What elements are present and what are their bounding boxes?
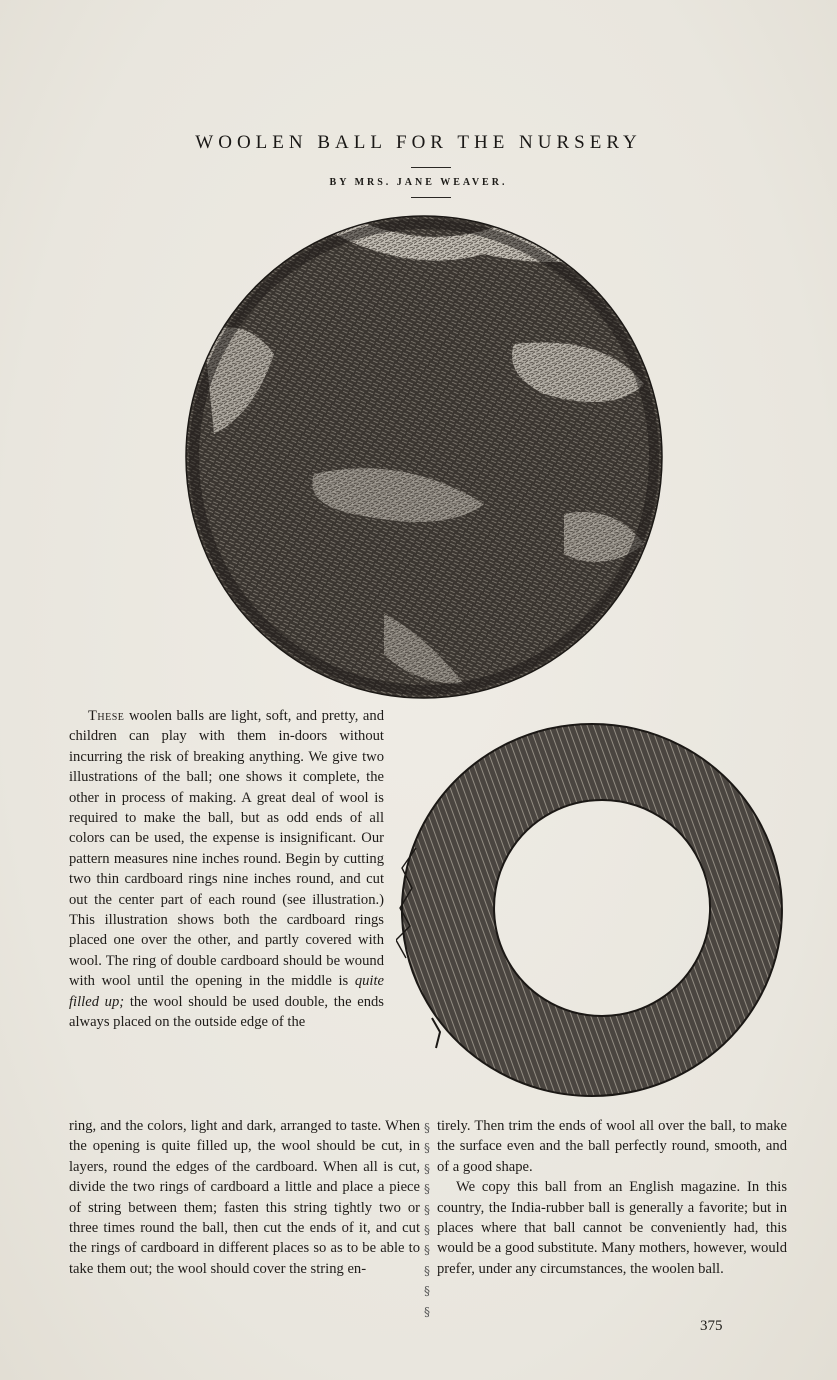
left-column-text: ring, and the colors, light and dark, arranged to taste. When the opening is quite filled up, the wool should be cut, in layers, round the edges of the cardboard. When all is cut, divide the two rings of cardboard a little and place a piece of string between them; fasten this string tightly two or three times round the ball, then cut the ends of it, and cut the rings of cardboard in different places so as to be able to take them out; the wool should cover the string en- — [69, 1118, 420, 1277]
right-column-para-one: tirely. Then trim the ends of wool all over the ball, to make the surface even and the ball perfectly round, smooth, and of a good shape. — [437, 1118, 787, 1175]
woolen-ball-illustration — [184, 214, 664, 700]
title-rule — [411, 167, 451, 168]
right-column-para-two: We copy this ball from an English magazine. In this country, the India-rubber ball is generally a favorite; but in places where that ball cannot be conveniently had, this would be a good substitute. Many mothers, however, would prefer, under any circumstances, the woolen ball. — [437, 1179, 787, 1277]
article-title: WOOLEN BALL FOR THE NURSERY — [195, 132, 642, 153]
right-column — [437, 1116, 787, 1279]
column-divider: § § § § § § § § § § — [424, 1121, 430, 1319]
paragraph-one — [69, 706, 384, 1033]
left-column-continued — [69, 1116, 420, 1279]
paragraph-one-tail: the wool should be used double, the ends always placed on the outside edge of the — [69, 993, 384, 1031]
article-byline: BY MRS. JANE WEAVER. — [329, 177, 508, 188]
byline-rule — [411, 197, 451, 198]
lead-word: These — [88, 708, 125, 724]
wound-ring-illustration — [396, 718, 788, 1102]
emphasis-text: quite filled up; — [69, 973, 384, 1010]
page-number: 375 — [700, 1318, 723, 1334]
paragraph-one-text: woolen balls are light, soft, and pretty, and children can play with them in-doors without incurring the risk of breaking anything. We give two illustrations of the ball; one shows it complete, the other in process of making. A great deal of wool is required to make the ball, but as odd ends of all colors can be used, the expense is insignificant. Our pattern measures nine inches round. Begin by cutting two thin cardboard rings nine inches round, and cut out the center part of each round (see illustration.) This illustration shows both the cardboard rings placed one over the other, and partly covered with wool. The ring of double cardboard should be wound with wool until the opening in the middle is — [69, 708, 384, 990]
